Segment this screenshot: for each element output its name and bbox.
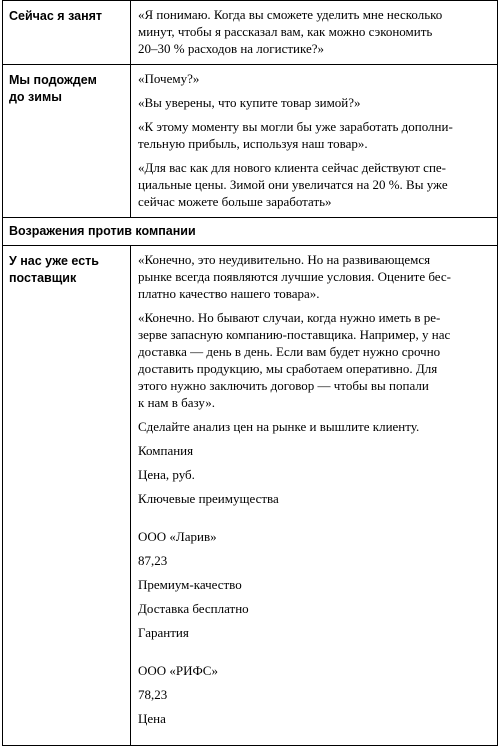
objection-label-line: поставщик [9, 271, 77, 285]
response-text [131, 65, 498, 218]
text-line: «Для вас как для нового клиента сейчас действуют спе- [138, 160, 447, 175]
table-row [3, 1, 498, 65]
company-advantage: Гарантия [138, 625, 189, 640]
objection-label-line: У нас уже есть [9, 254, 99, 268]
text-line: «Почему?» [138, 71, 200, 86]
text-line: «К этому моменту вы могли бы уже заработать дополни- [138, 119, 453, 134]
text-line: к нам в базу». [138, 395, 215, 410]
text-line: доставка — день в день. Если вам будет нужно срочно [138, 344, 441, 359]
text-line: циальные цены. Зимой они увеличатся на 20 %. Вы уже [138, 177, 448, 192]
text-line: Сделайте анализ цен на рынке и вышлите клиенту. [138, 419, 420, 434]
table-row [3, 246, 498, 746]
document-page [2, 0, 498, 746]
objection-label-line: до зимы [9, 90, 62, 104]
section-heading: Возражения против компании [3, 218, 498, 246]
text-line: этого нужно заключить договор — чтобы вы попали [138, 378, 429, 393]
response-paragraph [138, 309, 491, 411]
text-line: минут, чтобы я рассказал вам, как можно сэкономить [138, 24, 433, 39]
company-advantage: Цена [138, 711, 166, 726]
text-line: 20–30 % расходов на логистике?» [138, 41, 325, 56]
text-line: Цена, руб. [138, 467, 195, 482]
text-line: «Конечно, это неудивительно. Но на развивающемся [138, 252, 431, 267]
text-line: «Вы уверены, что купите товар зимой?» [138, 95, 361, 110]
company-price: 87,23 [138, 553, 168, 568]
price-table-header-advantages [138, 490, 491, 507]
company-advantage: Премиум-качество [138, 577, 242, 592]
text-line: «Я понимаю. Когда вы сможете уделить мне несколько [138, 7, 443, 22]
text-line: сейчас можете больше заработать» [138, 194, 332, 209]
response-paragraph [138, 118, 491, 152]
objections-table [2, 0, 498, 746]
response-paragraph [138, 94, 491, 111]
response-paragraph [138, 159, 491, 210]
text-line: рынке всегда появляются лучшие условия. Оцените бес- [138, 269, 451, 284]
objection-label [3, 1, 131, 65]
text-line: доставить продукцию, мы сработаем оперативно. Для [138, 361, 438, 376]
objection-label-line: Мы подождем [9, 73, 97, 87]
response-text [131, 246, 498, 746]
text-line: Ключевые преимущества [138, 491, 279, 506]
text-line: «Конечно. Но бывают случаи, когда нужно иметь в ре- [138, 310, 441, 325]
objection-label [3, 65, 131, 218]
text-line: тельную прибыль, используя наш товар». [138, 136, 368, 151]
response-paragraph [138, 418, 491, 435]
spacer [138, 648, 491, 662]
spacer [138, 514, 491, 528]
company-name: ООО «Ларив» [138, 529, 217, 544]
response-text [131, 1, 498, 65]
response-paragraph [138, 6, 491, 57]
table-row [3, 65, 498, 218]
company-advantage: Доставка бесплатно [138, 601, 249, 616]
text-line: Компания [138, 443, 194, 458]
text-line: зерве запасную компанию-поставщика. Например, у нас [138, 327, 451, 342]
company-name: ООО «РИФС» [138, 663, 218, 678]
response-paragraph [138, 251, 491, 302]
section-row [3, 218, 498, 246]
objection-label [3, 246, 131, 746]
response-paragraph [138, 70, 491, 87]
objection-label-line: Сейчас я занят [9, 9, 103, 23]
price-table-header-company [138, 442, 491, 459]
price-table-header-price [138, 466, 491, 483]
company-price: 78,23 [138, 687, 168, 702]
text-line: платно качество нашего товара». [138, 286, 320, 301]
